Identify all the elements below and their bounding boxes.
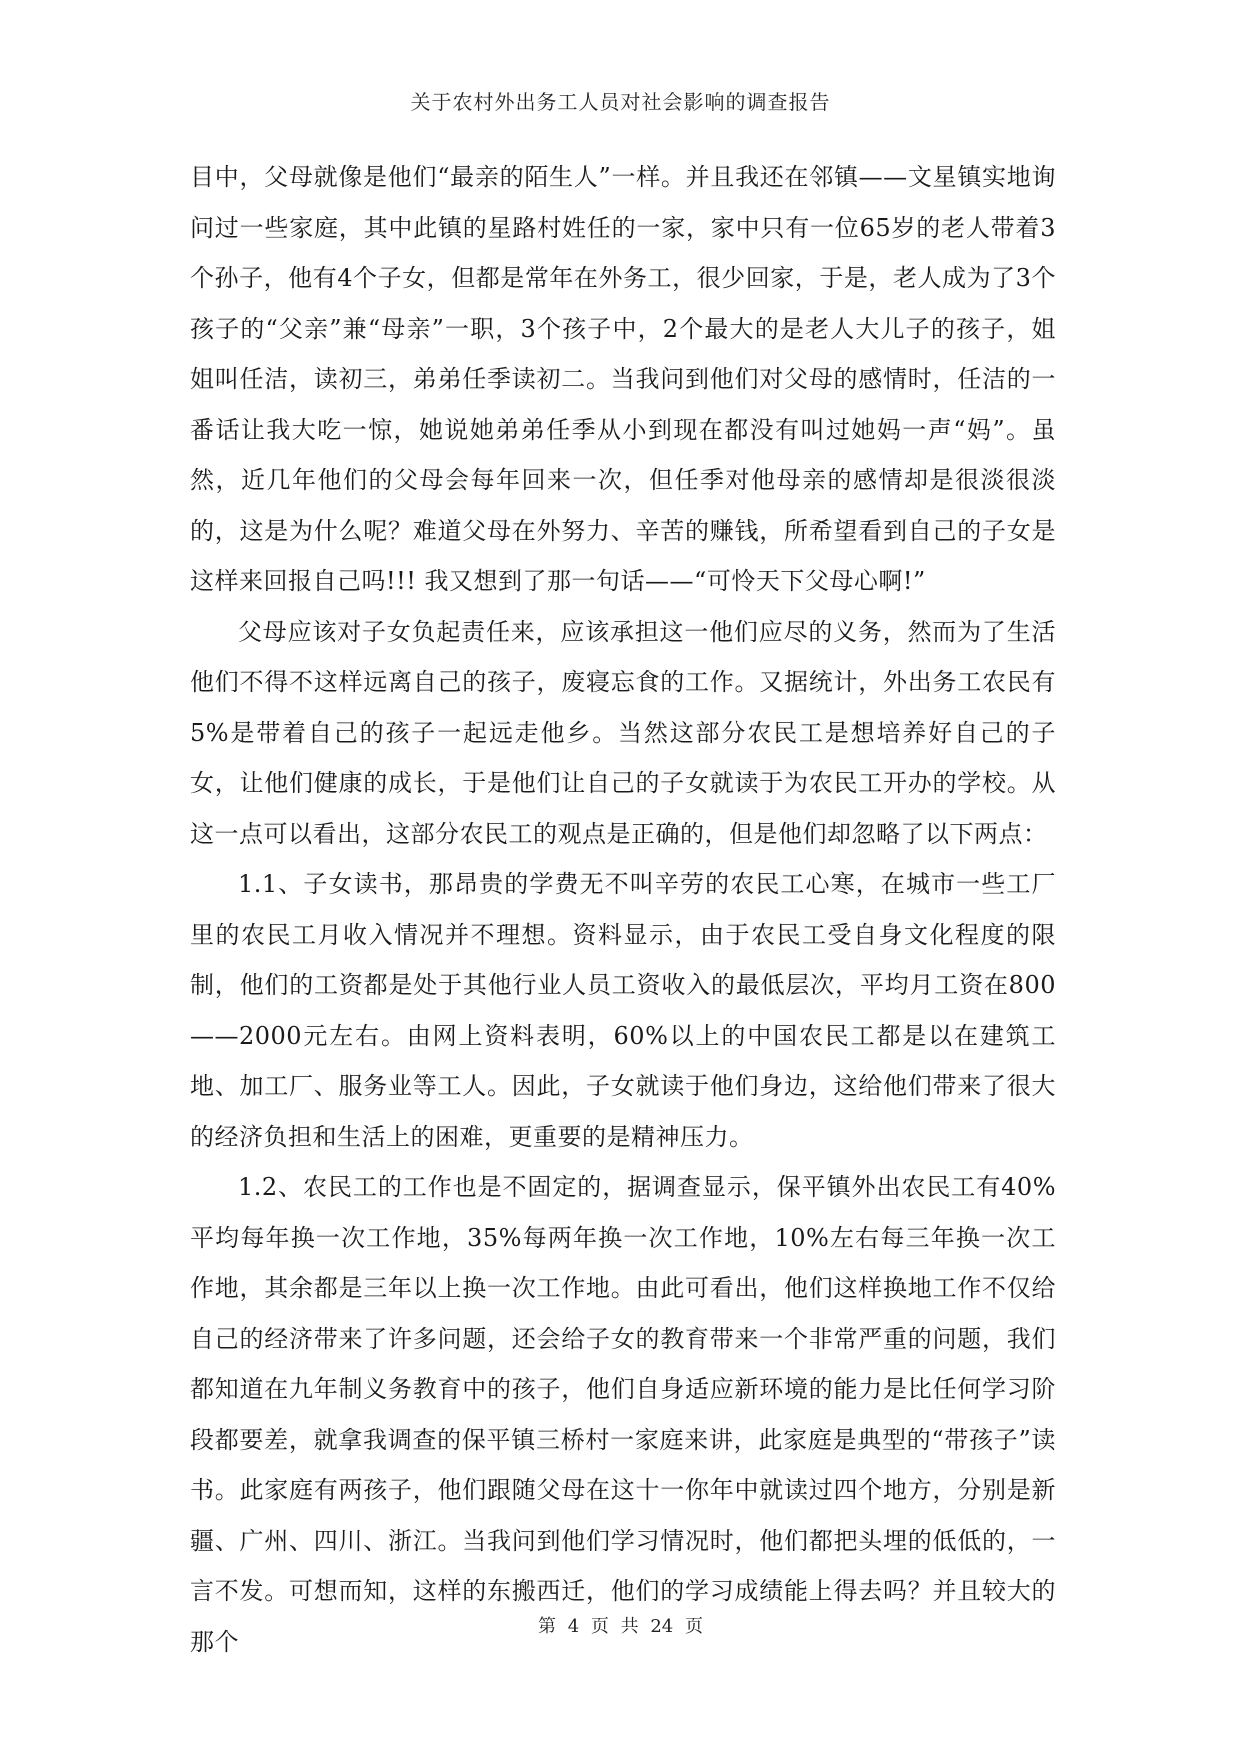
page-number-footer: 第 4 页 共 24 页 bbox=[538, 1616, 703, 1637]
document-body bbox=[190, 152, 1056, 1667]
page-header: 关于农村外出务工人员对社会影响的调查报告 bbox=[410, 90, 831, 114]
paragraph-continuation: 目中，父母就像是他们“最亲的陌生人”一样。并且我还在邻镇——文星镇实地询问过一些家庭，其中此镇的星路村姓任的一家，家中只有一位65岁的老人带着3个孙子，他有4个子女，但都是常年在外务工，很少回家，于是，老人成为了3个孩子的“父亲”兼“母亲”一职，3个孩子中，2个最大的是老人大儿子的孩子，姐姐叫任洁，读初三，弟弟任季读初二。当我问到他们对父母的感情时，任洁的一番话让我大吃一惊，她说她弟弟任季从小到现在都没有叫过她妈一声“妈”。虽然，近几年他们的父母会每年回来一次，但任季对他母亲的感情却是很淡很淡的，这是为什么呢？难道父母在外努力、辛苦的赚钱，所希望看到自己的子女是这样来回报自己吗!!! 我又想到了那一句话——“可怜天下父母心啊!” bbox=[190, 163, 1056, 595]
paragraph-parent-responsibility: 父母应该对子女负起责任来，应该承担这一他们应尽的义务，然而为了生活他们不得不这样远离自己的孩子，废寝忘食的工作。又据统计，外出务工农民有5%是带着自己的孩子一起远走他乡。当然这部分农民工是想培养好自己的子女，让他们健康的成长，于是他们让自己的子女就读于为农民工开办的学校。从这一点可以看出，这部分农民工的观点是正确的，但是他们却忽略了以下两点： bbox=[190, 617, 1056, 848]
paragraph-point-1-2: 1.2、农民工的工作也是不固定的，据调查显示，保平镇外出农民工有40%平均每年换一次工作地，35%每两年换一次工作地，10%左右每三年换一次工作地，其余都是三年以上换一次工作地。由此可看出，他们这样换地工作不仅给自己的经济带来了许多问题，还会给子女的教育带来一个非常严重的问题，我们都知道在九年制义务教育中的孩子，他们自身适应新环境的能力是比任何学习阶段都要差，就拿我调查的保平镇三桥村一家庭来讲，此家庭是典型的“带孩子”读书。此家庭有两孩子，他们跟随父母在这十一你年中就读过四个地方，分别是新疆、广州、四川、浙江。当我问到他们学习情况时，他们都把头埋的低低的，一言不发。可想而知，这样的东搬西迁，他们的学习成绩能上得去吗？并且较大的那个 bbox=[190, 1173, 1056, 1656]
paragraph-point-1-1: 1.1、子女读书，那昂贵的学费无不叫辛劳的农民工心寒，在城市一些工厂里的农民工月收入情况并不理想。资料显示，由于农民工受自身文化程度的限制，他们的工资都是处于其他行业人员工资收入的最低层次，平均月工资在800——2000元左右。由网上资料表明，60%以上的中国农民工都是以在建筑工地、加工厂、服务业等工人。因此，子女就读于他们身边，这给他们带来了很大的经济负担和生活上的困难，更重要的是精神压力。 bbox=[190, 870, 1056, 1151]
